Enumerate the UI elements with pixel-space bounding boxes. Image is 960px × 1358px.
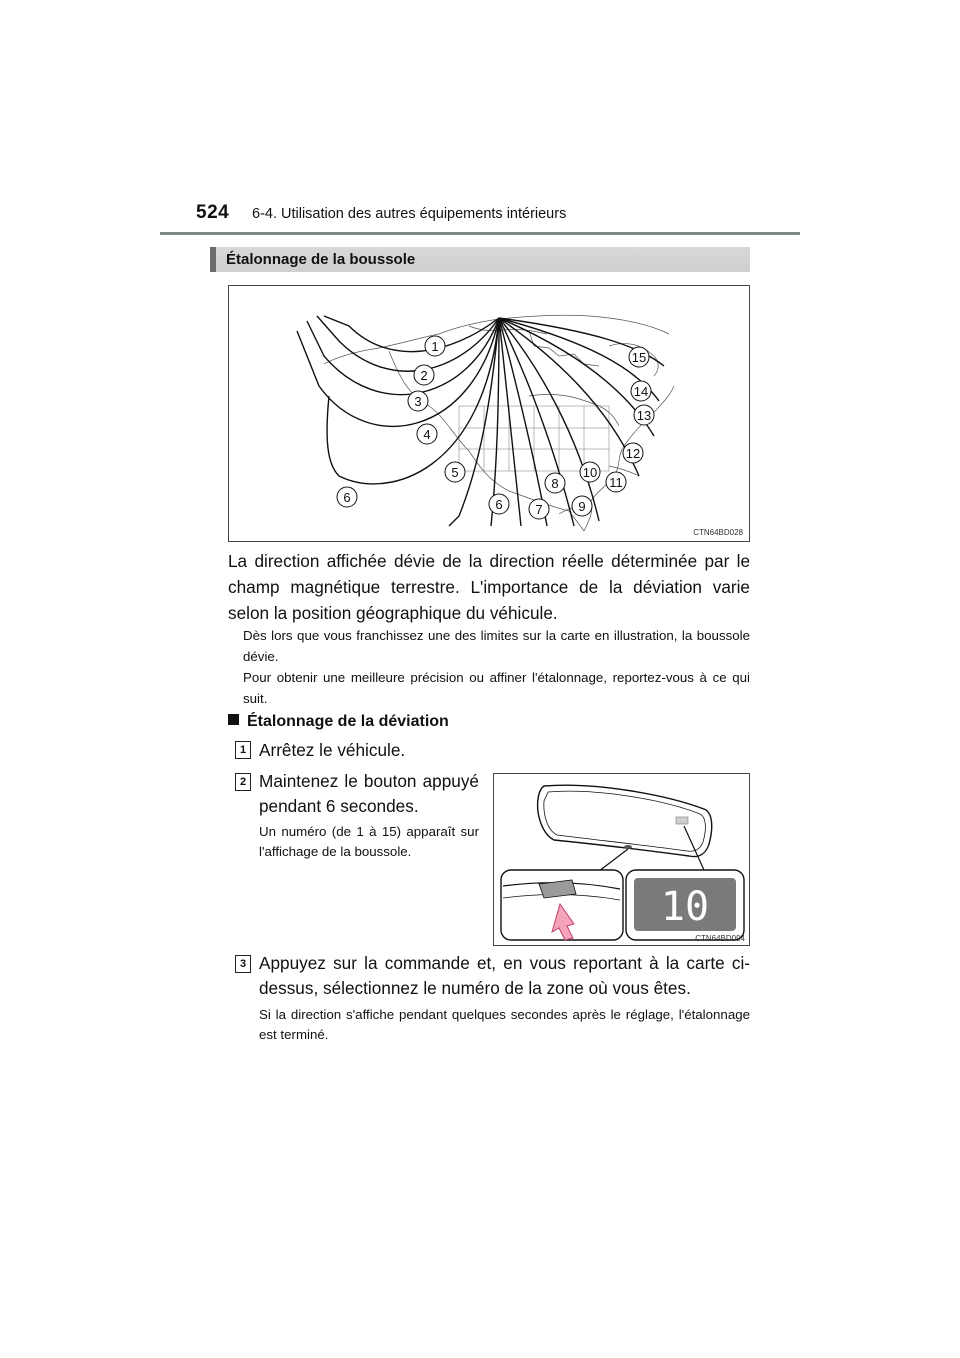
zone-label-15 — [629, 347, 649, 367]
mirror-figure-code: CTN64BD094 — [695, 934, 745, 943]
svg-text:1: 1 — [431, 339, 439, 354]
step-3-text: Appuyez sur la commande et, en vous reportant à la carte ci-dessus, sélectionnez le numéro de la zone où vous êtes. — [259, 953, 750, 998]
svg-text:8: 8 — [551, 476, 559, 491]
zone-label-13 — [634, 405, 654, 425]
zone-label-2 — [414, 365, 434, 385]
compass-display-value: 10 — [660, 884, 710, 930]
intro-note-line-1: Dès lors que vous franchissez une des limites sur la carte en illustration, la boussole dévie. — [243, 628, 750, 664]
intro-note — [243, 625, 750, 709]
compass-zone-map-figure — [228, 285, 750, 542]
svg-text:13: 13 — [636, 408, 652, 423]
svg-text:11: 11 — [609, 475, 623, 490]
section-title: Étalonnage de la boussole — [226, 251, 416, 268]
map-figure-code: CTN64BD028 — [693, 528, 743, 537]
zone-label-9 — [572, 496, 592, 516]
svg-text:10: 10 — [582, 465, 598, 480]
mirror-display-window — [676, 817, 688, 824]
zone-label-3 — [408, 391, 428, 411]
page-number: 524 — [196, 202, 230, 223]
zone-label-12 — [623, 443, 643, 463]
zone-label-7 — [529, 499, 549, 519]
zone-label-6a — [337, 487, 357, 507]
zone-label-8 — [545, 473, 565, 493]
step-badge-2: 2 — [235, 773, 251, 791]
zone-label-14 — [631, 381, 651, 401]
svg-text:2: 2 — [420, 368, 428, 383]
mirror-button — [624, 845, 632, 849]
intro-paragraph: La direction affichée dévie de la direction réelle déterminée par le champ magnétique terrestre. L'importance de la déviation varie selon la position géographique du véhicule. — [228, 551, 750, 623]
bullet-square-icon — [228, 714, 239, 725]
svg-text:12: 12 — [625, 446, 641, 461]
svg-text:7: 7 — [535, 502, 543, 517]
step-2-note: Un numéro (de 1 à 15) apparaît sur l'affichage de la boussole. — [259, 824, 479, 859]
zone-label-10 — [580, 462, 600, 482]
zone-label-6b — [489, 494, 509, 514]
step-2-text: Maintenez le bouton appuyé pendant 6 secondes. — [259, 771, 479, 816]
section-breadcrumb: 6-4. Utilisation des autres équipements intérieurs — [252, 206, 567, 222]
deviation-heading — [228, 713, 449, 731]
header-divider — [160, 232, 800, 235]
step-badge-3: 3 — [235, 955, 251, 973]
zone-label-4 — [417, 424, 437, 444]
svg-text:9: 9 — [578, 499, 586, 514]
svg-text:5: 5 — [451, 465, 459, 480]
zone-label-1 — [425, 336, 445, 356]
step-3-note: Si la direction s'affiche pendant quelques secondes après le réglage, l'étalonnage est terminé. — [259, 1007, 750, 1042]
svg-text:4: 4 — [423, 427, 431, 442]
deviation-heading-text: Étalonnage de la déviation — [247, 713, 449, 730]
svg-text:6: 6 — [343, 490, 351, 505]
intro-note-line-2: Pour obtenir une meilleure précision ou affiner l'étalonnage, reportez-vous à ce qui suit. — [243, 670, 750, 706]
svg-text:3: 3 — [414, 394, 422, 409]
step-1-text: Arrêtez le véhicule. — [259, 740, 406, 760]
section-title-bar — [210, 247, 750, 272]
svg-text:14: 14 — [633, 384, 649, 399]
step-badge-1: 1 — [235, 741, 251, 759]
svg-text:15: 15 — [631, 350, 647, 365]
zone-label-5 — [445, 462, 465, 482]
svg-text:6: 6 — [495, 497, 503, 512]
zone-number-labels — [229, 286, 749, 541]
mirror-button-figure — [493, 773, 750, 946]
zone-label-11 — [606, 472, 626, 492]
rearview-mirror-illustration — [494, 774, 749, 945]
